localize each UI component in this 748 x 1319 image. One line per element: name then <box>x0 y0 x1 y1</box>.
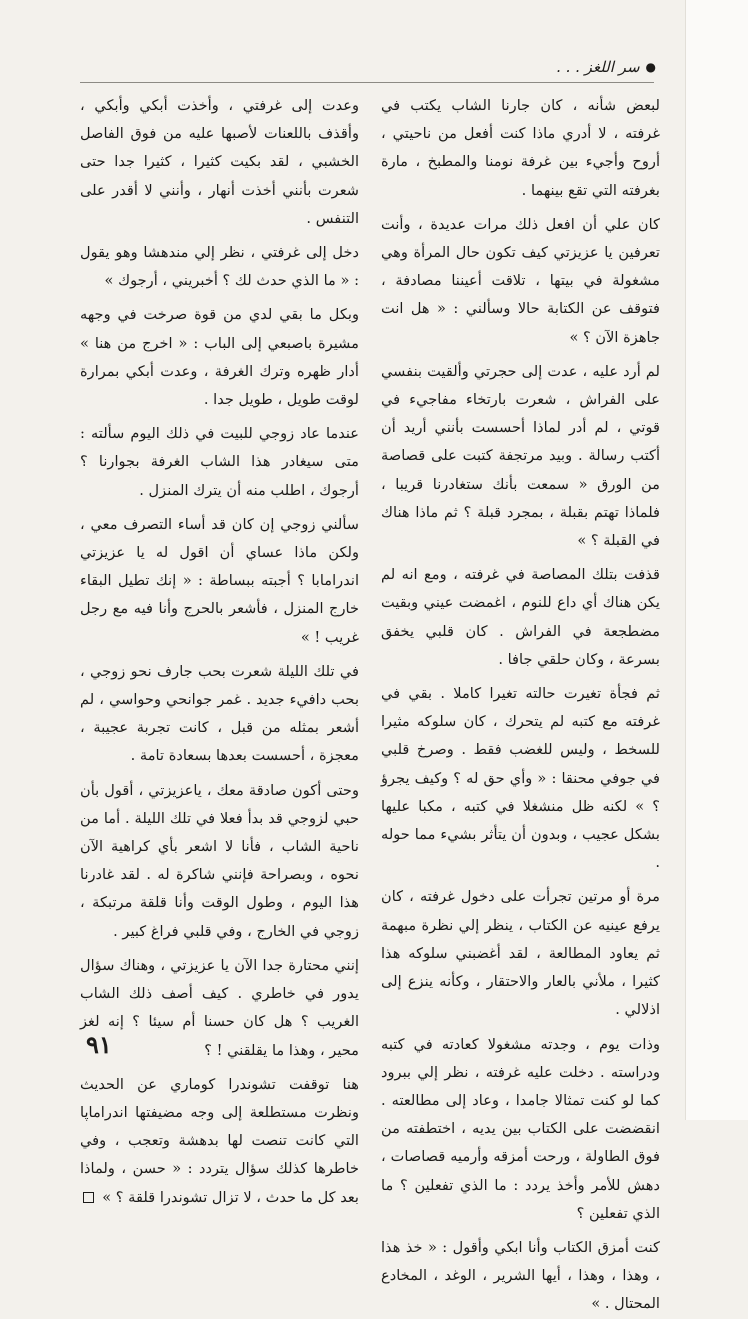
paragraph: وذات يوم ، وجدته مشغولا كعادته في كتبه ودراسته . دخلت عليه غرفته ، نظر إلي ببرود كما لو كنت تمثالا جامدا ، وعاد إلى مطالعته . انقضضت على الكتاب بين يديه ، اختطفته من فوق الطاولة ، ورحت أمزقه وأرميه قصاصات ، دهش للأمر وأخذ يردد : ما الذي تفعلين ؟ ما الذي تفعلين ؟ <box>381 1035 660 1222</box>
header-emblem-icon: ● <box>645 60 656 74</box>
paragraph: قذفت بتلك المصاصة في غرفته ، ومع انه لم يكن هناك أي داع للنوم ، اغمضت عيني وبقيت مضطجعة في الفراش . كان قلبي يخفق بسرعة ، وكان حلقي جافا . <box>381 566 660 668</box>
page-edge <box>685 0 748 1120</box>
paragraph: لبعض شأنه ، كان جارنا الشاب يكتب في غرفته ، لا أدري ماذا كنت أفعل من ناحيتي ، أروح وأجيء بين غرفة نومنا والمطبخ ، مارة بغرفته التي تقع بينهما . <box>381 97 660 199</box>
paragraph: دخل إلى غرفتي ، نظر إلي مندهشا وهو يقول : « ما الذي حدث لك ؟ أخبريني ، أرجوك » <box>80 244 359 290</box>
paragraph-text: هنا توقفت تشوندرا كوماري عن الحديث ونظرت مستطلعة إلى وجه مضيفتها اندراماپا التي كانت تنصت لها بدهشة وتعجب ، وفي خاطرها كذلك سؤال يتردد : « حسن ، ولماذا بعد كل ما حدث ، لا تزال تشوندرا قلقة ؟ » <box>80 1075 359 1206</box>
paragraph: ثم فجأة تغيرت حالته تغيرا كاملا . بقي في غرفته مع كتبه لم يتحرك ، كان سلوكه مثيرا للسخط ، وليس للغضب فقط . وصرخ قلبي في جوفي محنقا : « وأي حق له ؟ وكيف يجرؤ ؟ » لكنه ظل منشغلا في كتبه ، مكبا عليها بشكل عجيب ، وبدون أن يتأثر بشيء مما حوله . <box>381 685 660 872</box>
paragraph: في تلك الليلة شعرت بحب جارف نحو زوجي ، بحب دافيء جديد . غمر جوانحي وحواسي ، لم أشعر بمثله من قبل ، كانت تجربة عجيبة ، معجزة ، أحسست بعدها بسعادة تامة . <box>80 662 359 765</box>
right-column <box>381 92 660 1313</box>
paragraph: وحتى أكون صادقة معك ، ياعزيزتي ، أقول بأن حبي لزوجي قد بدأ فعلا في تلك الليلة . أما من ناحية الشاب ، فأنا لا اشعر بأي كراهية الآن نحوه ، وبصراحة فإنني شاكرة له . لقد غادرنا هذا اليوم ، وطول الوقت وأنا قلقة مرتبكة ، زوجي في الخارج ، وفي قلبي فراغ كبير . <box>80 781 359 940</box>
paragraph: سألني زوجي إن كان قد أساء التصرف معي ، ولكن ماذا عساي أن اقول له يا عزيزتي اندرامابا ؟ أجبته ببساطة : « إنك تطيل البقاء خارج المنزل ، فأشعر بالحرج وأنا فيه مع رجل غريب ! » <box>80 515 359 646</box>
paragraph: وعدت إلى غرفتي ، وأخذت أبكي وأبكي ، وأقذف باللعنات لأصبها عليه من فوق الفاصل الخشبي ، لقد بكيت كثيرا ، كثيرا جدا حتى شعرت بأنني أخذت أنهار ، وأنني لا أقدر على التنفس . <box>80 97 359 227</box>
page-number: ٩١ <box>86 1030 112 1059</box>
paragraph: مرة أو مرتين تجرأت على دخول غرفته ، كان يرفع عينيه عن الكتاب ، ينظر إلي نظرة مبهمة ثم يعاود المطالعة ، لقد أغضبني سلوكه هذا كثيرا ، ملأني بالعار والاحتقار ، وكأنه ينزع إلى اذلالي . <box>381 888 660 1019</box>
header-rule <box>80 82 654 83</box>
paragraph: كنت أمزق الكتاب وأنا ابكي وأقول : « خذ هذا ، وهذا ، وهذا ، أيها الشرير ، الوغد ، المخادع المحتال . » <box>381 1238 660 1313</box>
end-of-article-mark-icon <box>83 1192 94 1203</box>
paragraph: كان علي أن افعل ذلك مرات عديدة ، وأنت تعرفين يا عزيزتي كيف تكون حال المرأة وهي مشغولة في بيتها ، تلاقت أعيننا مصادفة ، فتوقف عن الكتابة حالا وسألني : « هل انت جاهزة الآن ؟ » <box>381 215 660 346</box>
paragraph: وبكل ما بقي لدي من قوة صرخت في وجهه مشيرة باصبعي إلى الباب : « اخرج من هنا » أدار ظهره وترك الغرفة ، وعدت أبكي بمرارة لوقت طويل ، طويل جدا . <box>80 306 359 409</box>
paragraph: عندما عاد زوجي للبيت في ذلك اليوم سألته : متى سيغادر هذا الشاب الغرفة بجوارنا ؟ أرجوك ، اطلب منه أن يترك المنزل . <box>80 425 359 499</box>
last-paragraph <box>80 1071 359 1212</box>
paragraph: إنني محتارة جدا الآن يا عزيزتي ، وهناك سؤال يدور في خاطري . كيف أصف ذلك الشاب الغريب ؟ هل كان حسنا أم سيئا ؟ إنه لغز محير ، وهذا ما يقلقني ! ؟ <box>80 956 359 1059</box>
running-title: سر اللغز . . . <box>556 58 640 76</box>
running-header <box>556 58 656 76</box>
paragraph: لم أرد عليه ، عدت إلى حجرتي وألقيت بنفسي على الفراش ، شعرت بارتخاء مفاجيء في قوتي ، لم أدر لماذا أحسست بأنني أريد أن أكتب رسالة . وبيد مرتجفة كتبت على قصاصة من الورق « سمعت بأنك ستغادرنا قريبا ، فلماذا تهتم بقبلة ، بمجرد قبلة ؟ ثم ماذا هناك في القبلة ؟ » <box>381 362 660 550</box>
